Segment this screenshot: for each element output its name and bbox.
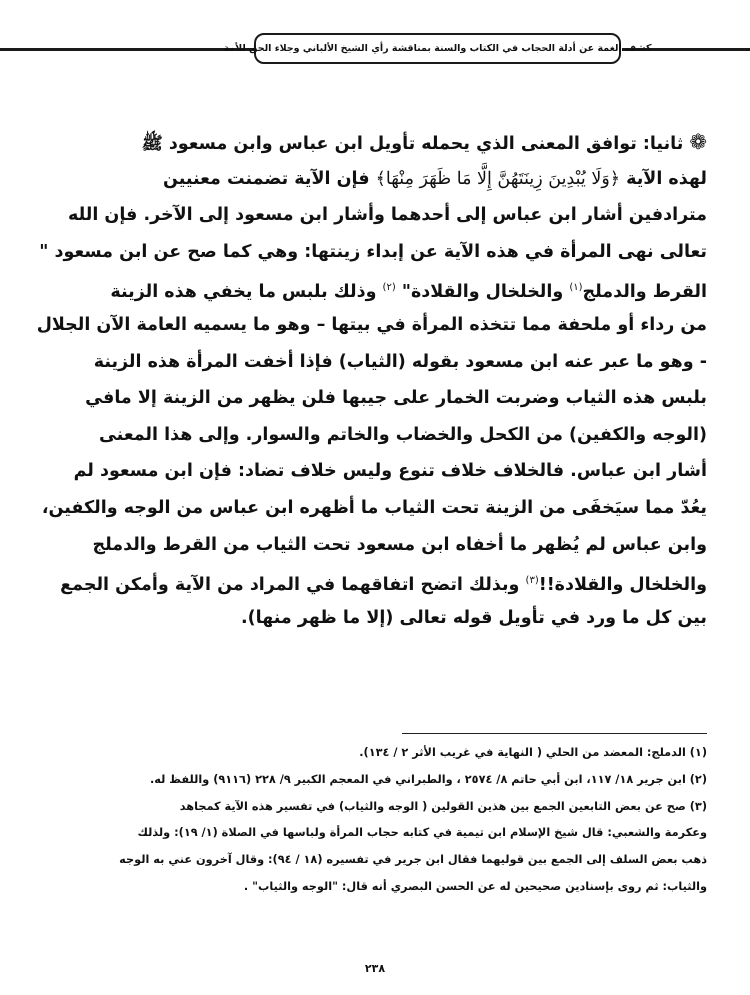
text-line: وابن عباس لم يُظهر ما أخفاه ابن مسعود تحت الثياب من القرط والدملج	[92, 534, 707, 555]
header-rule-left	[0, 48, 255, 51]
text-line: يعُدّ مما سيَخفَى من الزينة تحت الثياب ما أظهره ابن عباس من الوجه والكفين،	[41, 497, 707, 518]
text-line: والخلخال والقلادة!!$^{(٣)}$ وبذلك اتضح اتفاقهما في المراد من الآية وأمكن الجمع	[60, 574, 707, 595]
text-line: ❁ ثانيا: توافق المعنى الذي يحمله تأويل ابن عباس وابن مسعود ﷺ	[141, 130, 707, 154]
text-line: (الوجه والكفين) من الكحل والخضاب والخاتم والسوار. وإلى هذا المعنى	[98, 424, 707, 445]
book-title: كشف الغمة عن أدلة الحجاب في الكتاب والسنة بمناقشة رأي الشيخ الألباني وجلاء الحق للأمة	[223, 43, 652, 54]
text-line: تعالى نهى المرأة في هذه الآية عن إبداء زينتها: وهي كما صح عن ابن مسعود "	[39, 241, 707, 262]
footnote-ref-1[interactable]: (١)	[569, 282, 583, 294]
footnote-separator	[402, 733, 707, 734]
text-line: لهذه الآية ﴿وَلَا يُبْدِينَ زِينَتَهُنَّ إِلَّا مَا ظَهَرَ مِنْهَا﴾ فإن الآية تضمنت معنيين	[162, 168, 707, 189]
footnote-3-cont: والثياب: ثم روى بإسنادين صحيحين له عن الحسن البصري أنه قال: "الوجه والثياب" .	[243, 879, 707, 893]
text-line: بلبس هذه الثياب وضربت الخمار على جيبها فلن يظهر من الزينة إلا مافي	[85, 388, 707, 409]
footnote-3-cont: وعكرمة والشعبي: قال شيخ الإسلام ابن تيمية في كتابه حجاب المرأة ولباسها في الصلاة (١/ ١٩): ولذلك	[137, 826, 707, 840]
honorific-icon: ﷺ	[141, 134, 163, 154]
running-header	[223, 33, 652, 64]
footnote-2: (٢) ابن جرير ١٨/ ١١٧، ابن أبي حاتم ٨/ ٢٥٧٤ ، والطبراني في المعجم الكبير ٩/ ٢٢٨ (٩١١٦) واللفظ له.	[149, 772, 707, 786]
flower-ornament-icon: ❁	[689, 130, 707, 154]
footnote-3-cont: ذهب بعض السلف إلى الجمع بين قوليهما فقال ابن جرير في تفسيره (١٨ / ٩٤): وقال آخرون عني به الوجه	[119, 853, 707, 867]
footnote-ref-3[interactable]: (٣)	[525, 575, 539, 587]
text-line: أشار ابن عباس. فالخلاف خلاف تنوع وليس خلاف تضاد: فإن ابن مسعود لم	[73, 461, 707, 482]
text-line: - وهو ما عبر عنه ابن مسعود بقوله (الثياب) فإذا أخفت المرأة هذه الزينة	[93, 351, 707, 372]
main-text	[36, 124, 707, 636]
text-line: من رداء أو ملحفة مما تتخذه المرأة في بيتها – وهو ما يسميه العامة الآن الجلال	[36, 314, 707, 335]
text-line: القرط والدملج$^{(١)}$ والخلخال والقلادة" $^{(٢)}$ وذلك بلبس ما يخفي هذه الزينة	[110, 282, 707, 303]
footnote-3: (٣) صح عن بعض التابعين الجمع بين هذين القولين ( الوجه والثياب) في تفسير هذه الآية كمجاهد	[179, 799, 707, 813]
quran-verse: ﴿وَلَا يُبْدِينَ زِينَتَهُنَّ إِلَّا مَا ظَهَرَ مِنْهَا﴾	[375, 168, 621, 189]
text-line: مترادفين أشار ابن عباس إلى أحدهما وأشار ابن مسعود إلى الآخر. فإن الله	[68, 205, 707, 226]
footnotes	[95, 740, 707, 901]
text-line: بين كل ما ورد في تأويل قوله تعالى (إلا ما ظهر منها).	[240, 607, 707, 628]
page-number: ٢٣٨	[364, 962, 386, 975]
footnote-1: (١) الدملج: المعضد من الحلي ( النهاية في غريب الأثر ٢ / ١٣٤).	[359, 746, 707, 759]
footnote-ref-2[interactable]: (٢)	[382, 282, 396, 294]
